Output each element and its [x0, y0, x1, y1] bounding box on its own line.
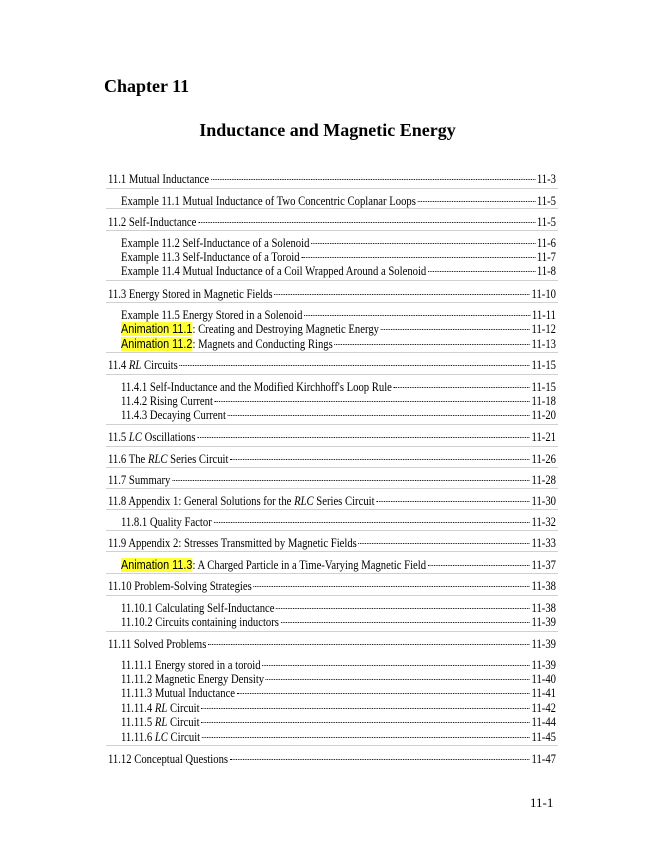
- toc-entry-label: [108, 752, 228, 766]
- toc-entry-label: [121, 408, 226, 422]
- toc-entry-italic: RL: [128, 358, 142, 372]
- toc-entry[interactable]: [121, 701, 556, 715]
- toc-page-number: 11-39: [531, 615, 556, 629]
- dot-leader: [213, 521, 529, 523]
- separator-rule: [106, 595, 558, 596]
- toc-entry[interactable]: [108, 215, 556, 229]
- toc-entry[interactable]: [121, 264, 556, 278]
- toc-entry-label: [108, 215, 196, 229]
- dot-leader: [274, 293, 530, 295]
- toc-entry-label: [121, 236, 309, 250]
- toc-page-number: 11-32: [531, 515, 556, 529]
- toc-entry-italic: RLC: [294, 494, 314, 508]
- dot-leader: [334, 343, 529, 345]
- toc-page-number: 11-45: [531, 730, 556, 744]
- toc-entry[interactable]: [108, 430, 556, 444]
- toc-entry-text: 11.11.4: [121, 701, 155, 715]
- toc-entry-text: Example 11.5 Energy Stored in a Solenoid: [121, 308, 303, 322]
- toc-entry-text: 11.4.1 Self-Inductance and the Modified Kirchhoff's Loop Rule: [121, 380, 392, 394]
- dot-leader: [197, 436, 530, 438]
- separator-rule: [106, 631, 558, 632]
- toc-page-number: 11-6: [536, 236, 556, 250]
- toc-page-number: 11-20: [531, 408, 556, 422]
- toc-entry[interactable]: [121, 686, 556, 700]
- toc-entry-text: 11.10.1 Calculating Self-Inductance: [121, 601, 275, 615]
- toc-page-number: 11-21: [531, 430, 556, 444]
- toc-entry-text: : Magnets and Conducting Rings: [192, 337, 333, 351]
- toc-entry-label: [121, 672, 264, 686]
- toc-entry-text: 11.3 Energy Stored in Magnetic Fields: [108, 287, 273, 301]
- toc-entry-text: 11.11.3 Mutual Inductance: [121, 686, 236, 700]
- toc-entry-text: : Creating and Destroying Magnetic Energy: [192, 322, 379, 336]
- dot-leader: [428, 270, 535, 272]
- toc-entry-label: [121, 322, 379, 336]
- chapter-heading: Chapter 11: [104, 76, 190, 96]
- toc-entry[interactable]: [121, 308, 556, 322]
- toc-entry-label: [121, 615, 279, 629]
- toc-entry[interactable]: [108, 536, 556, 550]
- toc-entry-label: [121, 380, 392, 394]
- toc-entry-text: Example 11.1 Mutual Inductance of Two Concentric Coplanar Loops: [121, 194, 416, 208]
- toc-entry-italic: LC: [128, 430, 142, 444]
- dot-leader: [276, 607, 530, 609]
- toc-page-number: 11-38: [531, 601, 556, 615]
- separator-rule: [106, 352, 558, 353]
- dot-leader: [237, 692, 530, 694]
- toc-entry[interactable]: [121, 322, 556, 336]
- toc-entry[interactable]: [108, 579, 556, 593]
- toc-entry[interactable]: [121, 730, 556, 744]
- toc-entry-text: Circuits: [141, 358, 178, 372]
- toc-entry-text: 11.11.2 Magnetic Energy Density: [121, 672, 265, 686]
- toc-entry-italic: RLC: [147, 452, 168, 466]
- toc-entry-label: [121, 194, 416, 208]
- toc-entry-text: 11.11.5: [121, 715, 155, 729]
- page-number: 11-1: [530, 795, 554, 810]
- toc-page-number: 11-5: [536, 194, 556, 208]
- dot-leader: [304, 314, 530, 316]
- dot-leader: [208, 643, 530, 645]
- animation-link[interactable]: Animation 11.2: [121, 337, 193, 351]
- toc-entry-text: 11.8.1 Quality Factor: [121, 515, 212, 529]
- toc-page-number: 11-5: [536, 215, 556, 229]
- toc-entry-label: [108, 494, 375, 508]
- toc-entry[interactable]: [121, 515, 556, 529]
- toc-entry-text: 11.11.6: [121, 730, 155, 744]
- separator-rule: [106, 424, 558, 425]
- chapter-title: Inductance and Magnetic Energy: [199, 120, 456, 140]
- toc-entry-text: 11.11.1 Energy stored in a toroid: [121, 658, 261, 672]
- dot-leader: [172, 479, 530, 481]
- toc-page-number: 11-30: [531, 494, 556, 508]
- toc-entry-label: [108, 452, 228, 466]
- toc-entry[interactable]: [121, 236, 556, 250]
- toc-entry-text: Example 11.4 Mutual Inductance of a Coil Wrapped Around a Solenoid: [121, 264, 427, 278]
- toc-entry-text: 11.10 Problem-Solving Strategies: [108, 579, 252, 593]
- toc-entry-label: [121, 686, 235, 700]
- toc-entry[interactable]: [121, 715, 556, 729]
- toc-entry[interactable]: [108, 637, 556, 651]
- toc-entry-text: 11.5: [108, 430, 129, 444]
- toc-entry-text: Circuit: [167, 730, 201, 744]
- toc-entry-text: 11.4.3 Decaying Current: [121, 408, 226, 422]
- toc-entry[interactable]: [121, 658, 556, 672]
- toc-entry[interactable]: [121, 394, 556, 408]
- toc-entry[interactable]: [121, 337, 556, 351]
- toc-entry-label: [121, 558, 426, 572]
- separator-rule: [106, 230, 558, 231]
- toc-entry-label: [121, 264, 426, 278]
- dot-leader: [211, 178, 535, 180]
- toc-page-number: 11-18: [531, 394, 556, 408]
- toc-entry-text: : A Charged Particle in a Time-Varying Magnetic Field: [192, 558, 427, 572]
- toc-entry[interactable]: [121, 408, 556, 422]
- toc-entry-text: 11.10.2 Circuits containing inductors: [121, 615, 279, 629]
- toc-entry-text: 11.7 Summary: [108, 473, 171, 487]
- toc-page-number: 11-7: [536, 250, 556, 264]
- toc-entry-text: 11.2 Self-Inductance: [108, 215, 197, 229]
- toc-entry[interactable]: [108, 287, 556, 301]
- separator-rule: [106, 573, 558, 574]
- separator-rule: [106, 488, 558, 489]
- toc-entry-label: [121, 308, 302, 322]
- toc-entry[interactable]: [108, 752, 556, 766]
- toc-entry-italic: LC: [154, 730, 168, 744]
- toc-entry[interactable]: [121, 250, 556, 264]
- dot-leader: [253, 585, 529, 587]
- toc-entry-label: [108, 172, 209, 186]
- dot-leader: [201, 721, 530, 723]
- toc-entry[interactable]: [108, 452, 556, 466]
- toc-page-number: 11-41: [531, 686, 556, 700]
- toc-entry-label: [121, 701, 200, 715]
- dot-leader: [418, 200, 536, 202]
- toc-entry-text: Oscillations: [141, 430, 196, 444]
- dot-leader: [266, 678, 530, 680]
- toc-entry-label: [108, 430, 196, 444]
- toc-entry-label: [108, 358, 178, 372]
- toc-page-number: 11-15: [531, 380, 556, 394]
- dot-leader: [394, 386, 530, 388]
- toc-entry[interactable]: [108, 494, 556, 508]
- toc-entry-label: [121, 515, 212, 529]
- dot-leader: [230, 458, 530, 460]
- dot-leader: [359, 542, 530, 544]
- separator-rule: [106, 551, 558, 552]
- toc-entry[interactable]: [108, 473, 556, 487]
- toc-entry-text: 11.9 Appendix 2: Stresses Transmitted by Magnetic Fields: [108, 536, 357, 550]
- toc-page-number: 11-28: [531, 473, 556, 487]
- toc-entry[interactable]: [121, 194, 556, 208]
- toc-entry-text: Example 11.3 Self-Inductance of a Toroid: [121, 250, 300, 264]
- toc-entry-label: [108, 536, 357, 550]
- toc-entry-text: 11.8 Appendix 1: General Solutions for the: [108, 494, 295, 508]
- dot-leader: [215, 400, 530, 402]
- separator-rule: [106, 446, 558, 447]
- separator-rule: [106, 745, 558, 746]
- dot-leader: [230, 758, 530, 760]
- toc-entry-text: 11.4: [108, 358, 129, 372]
- toc-entry-text: 11.6 The: [108, 452, 148, 466]
- toc-page-number: 11-47: [531, 752, 556, 766]
- toc-page-number: 11-39: [531, 637, 556, 651]
- toc-page-number: 11-8: [536, 264, 556, 278]
- toc-entry-text: 11.1 Mutual Inductance: [108, 172, 210, 186]
- toc-entry[interactable]: [121, 672, 556, 686]
- toc-entry-label: [108, 287, 273, 301]
- toc-entry-label: [121, 250, 300, 264]
- toc-entry-text: Circuit: [167, 715, 200, 729]
- toc-page-number: 11-33: [531, 536, 556, 550]
- dot-leader: [262, 664, 530, 666]
- toc-entry-label: [108, 473, 170, 487]
- toc-entry-label: [121, 658, 261, 672]
- toc-entry-text: 11.11 Solved Problems: [108, 637, 207, 651]
- toc-entry-label: [121, 337, 333, 351]
- toc-page-number: 11-38: [531, 579, 556, 593]
- toc-page-number: 11-42: [531, 701, 556, 715]
- dot-leader: [180, 364, 530, 366]
- dot-leader: [281, 621, 530, 623]
- toc-entry[interactable]: [121, 558, 556, 572]
- toc-entry-text: Series Circuit: [167, 452, 229, 466]
- toc-page-number: 11-15: [531, 358, 556, 372]
- toc-entry-label: [108, 579, 252, 593]
- toc-entry-label: [121, 715, 200, 729]
- toc-page-number: 11-44: [531, 715, 556, 729]
- toc-entry-text: 11.12 Conceptual Questions: [108, 752, 229, 766]
- toc-entry[interactable]: [108, 358, 556, 372]
- toc-entry-text: Series Circuit: [313, 494, 375, 508]
- separator-rule: [106, 208, 558, 209]
- separator-rule: [106, 280, 558, 281]
- toc-page-number: 11-26: [531, 452, 556, 466]
- dot-leader: [428, 564, 530, 566]
- separator-rule: [106, 467, 558, 468]
- toc-entry[interactable]: [121, 601, 556, 615]
- toc-entry-text: Example 11.2 Self-Inductance of a Solenoid: [121, 236, 310, 250]
- dot-leader: [381, 328, 530, 330]
- dot-leader: [228, 414, 530, 416]
- toc-page-number: 11-3: [536, 172, 556, 186]
- toc-entry[interactable]: [108, 172, 556, 186]
- toc-entry-italic: RL: [154, 715, 168, 729]
- dot-leader: [201, 707, 530, 709]
- animation-link[interactable]: Animation 11.3: [121, 558, 193, 572]
- toc-entry-label: [121, 394, 213, 408]
- dot-leader: [202, 736, 530, 738]
- separator-rule: [106, 188, 558, 189]
- dot-leader: [301, 256, 535, 258]
- dot-leader: [376, 500, 529, 502]
- toc-entry-label: [108, 637, 206, 651]
- toc-page-number: 11-39: [531, 658, 556, 672]
- dot-leader: [311, 242, 535, 244]
- separator-rule: [106, 302, 558, 303]
- toc-entry[interactable]: [121, 380, 556, 394]
- toc-page-number: 11-10: [531, 287, 556, 301]
- separator-rule: [106, 530, 558, 531]
- animation-link[interactable]: Animation 11.1: [121, 322, 193, 336]
- toc-page-number: 11-37: [531, 558, 556, 572]
- separator-rule: [106, 509, 558, 510]
- toc-page-number: 11-12: [531, 322, 556, 336]
- toc-entry-label: [121, 730, 200, 744]
- toc-entry-text: 11.4.2 Rising Current: [121, 394, 213, 408]
- dot-leader: [198, 221, 535, 223]
- toc-entry-text: Circuit: [167, 701, 200, 715]
- toc-page-number: 11-13: [531, 337, 556, 351]
- toc-entry-label: [121, 601, 274, 615]
- toc-page-number: 11-11: [531, 308, 556, 322]
- separator-rule: [106, 374, 558, 375]
- toc-entry-italic: RL: [154, 701, 168, 715]
- toc-entry[interactable]: [121, 615, 556, 629]
- toc-page-number: 11-40: [531, 672, 556, 686]
